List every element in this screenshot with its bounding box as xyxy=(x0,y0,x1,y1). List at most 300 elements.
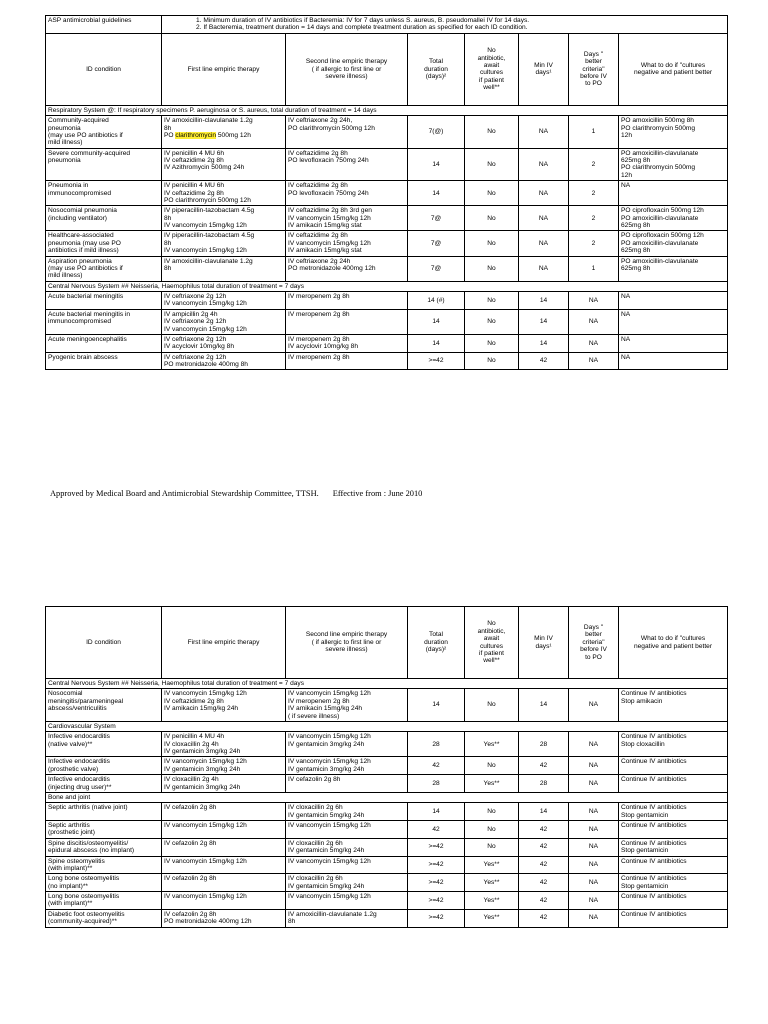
dose-text: 500mg 12h xyxy=(216,131,251,139)
no-antibiotic-cell: No xyxy=(465,256,519,281)
condition-cell xyxy=(46,181,162,206)
header-second-line-line: Second line empiric therapy xyxy=(305,631,388,639)
what-to-do-line: 625mg 8h xyxy=(621,157,651,164)
condition-line: Septic arthritis xyxy=(48,822,90,829)
header-what-to-do-line: What to do if "cultures xyxy=(640,635,706,643)
no-antibiotic-cell: Yes** xyxy=(465,732,519,757)
effective-date: Effective from : June 2010 xyxy=(332,489,423,498)
condition-cell xyxy=(46,821,162,839)
second-line-therapy: IV gentamicin 3mg/kg 24h xyxy=(288,740,365,748)
header-days-better-line: better xyxy=(585,631,602,639)
header-days-better xyxy=(569,607,619,679)
condition-cell xyxy=(46,206,162,231)
second-line-cell xyxy=(286,148,408,181)
days-better-cell: NA xyxy=(569,775,619,793)
first-line-cell xyxy=(162,732,286,757)
condition-line: Infective endocarditis xyxy=(48,733,110,741)
section-row xyxy=(46,679,728,689)
section-row xyxy=(46,721,728,731)
second-line-cell xyxy=(286,874,408,892)
min-iv-cell: 14 xyxy=(519,334,569,352)
header-id-condition-label: ID condition xyxy=(86,65,121,73)
first-line-therapy: IV piperacillin-tazobactam 4.5g xyxy=(164,232,255,240)
min-iv-cell: 42 xyxy=(519,838,569,856)
second-line-therapy: IV ceftazidime 2g 8h xyxy=(288,149,348,157)
second-line-therapy: IV gentamicin 5mg/kg 24h xyxy=(288,847,365,855)
condition-cell xyxy=(46,909,162,927)
second-line-therapy: IV ceftazidime 2g 8h xyxy=(288,232,348,240)
guidelines-row xyxy=(46,16,728,34)
second-line-therapy: IV vancomycin 15mg/kg 12h xyxy=(288,733,371,741)
what-to-do-cell xyxy=(619,732,728,757)
what-to-do-line: Stop amikacin xyxy=(621,697,663,705)
second-line-cell xyxy=(286,838,408,856)
header-min-iv-line: Min IV xyxy=(534,61,553,69)
days-better-cell: NA xyxy=(569,821,619,839)
table-row xyxy=(46,803,728,821)
header-no-antibiotic-line: well** xyxy=(483,657,500,665)
first-line-cell xyxy=(162,334,286,352)
condition-line: Diabetic foot osteomyelitis xyxy=(48,910,125,918)
header-no-antibiotic-line: cultures xyxy=(479,642,504,650)
no-antibiotic-cell: No xyxy=(465,231,519,256)
section-row xyxy=(46,792,728,802)
first-line-therapy: 8h xyxy=(164,264,172,272)
header-total-duration-line: (days)² xyxy=(425,72,447,80)
header-second-line xyxy=(286,607,408,679)
condition-cell xyxy=(46,856,162,874)
first-line-therapy: IV vancomycin 15mg/kg 12h xyxy=(164,758,247,766)
first-line-therapy: IV vancomycin 15mg/kg 12h xyxy=(164,822,247,829)
guidelines-table-page-2 xyxy=(45,606,728,928)
condition-line: (may use PO antibiotics if xyxy=(48,131,123,139)
table-row xyxy=(46,206,728,231)
first-line-therapy: IV amikacin 15mg/kg 24h xyxy=(164,705,239,713)
first-line-cell xyxy=(162,352,286,370)
header-second-line-line: ( if allergic to first line or xyxy=(311,65,382,73)
min-iv-cell: NA xyxy=(519,256,569,281)
what-to-do-cell xyxy=(619,231,728,256)
total-duration-cell: 42 xyxy=(408,757,465,775)
second-line-therapy: IV gentamicin 3mg/kg 24h xyxy=(288,765,365,773)
first-line-therapy: IV piperacillin-tazobactam 4.5g xyxy=(164,207,255,215)
second-line-therapy: IV vancomycin 15mg/kg 12h xyxy=(288,822,371,829)
second-line-cell xyxy=(286,206,408,231)
guideline-rule-1: 1. Minimum duration of IV antibiotics if Bacteremia: IV for 7 days unless S. aureus, B. pseudomallei IV for 14 days. xyxy=(196,17,530,24)
header-second-line-line: severe illness) xyxy=(325,72,368,80)
no-antibiotic-cell: Yes** xyxy=(465,856,519,874)
total-duration-cell: 42 xyxy=(408,821,465,839)
total-duration-cell: 7(@) xyxy=(408,116,465,149)
first-line-cell xyxy=(162,838,286,856)
first-line-therapy: IV cefazolin 2g 8h xyxy=(164,910,217,918)
table-row xyxy=(46,732,728,757)
no-antibiotic-cell: No xyxy=(465,309,519,334)
days-better-cell: NA xyxy=(569,909,619,927)
table-row xyxy=(46,838,728,856)
table-row xyxy=(46,775,728,793)
condition-cell xyxy=(46,775,162,793)
what-to-do-line: PO amoxicillin-clavulanate xyxy=(621,239,699,247)
days-better-cell: 1 xyxy=(569,256,619,281)
second-line-cell xyxy=(286,352,408,370)
no-antibiotic-cell: Yes** xyxy=(465,775,519,793)
condition-line: epidural abscess (no implant) xyxy=(48,847,135,855)
header-row xyxy=(46,607,728,679)
second-line-cell xyxy=(286,309,408,334)
table-row xyxy=(46,116,728,149)
second-line-therapy: IV vancomycin 15mg/kg 12h xyxy=(288,214,371,222)
first-line-therapy: IV cloxacillin 2g 4h xyxy=(164,740,219,748)
what-to-do-line: 12h xyxy=(621,131,633,139)
second-line-therapy: IV cloxacillin 2g 6h xyxy=(288,839,343,847)
first-line-therapy: 8h xyxy=(164,124,172,132)
what-to-do-line: Continue IV antibiotics xyxy=(621,893,687,900)
first-line-therapy: IV ceftriaxone 2g 12h xyxy=(164,318,227,326)
what-to-do-cell xyxy=(619,206,728,231)
header-min-iv xyxy=(519,607,569,679)
second-line-therapy: IV amikacin 15mg/kg stat xyxy=(288,247,362,255)
first-line-therapy: IV ceftriaxone 2g 12h xyxy=(164,353,227,361)
what-to-do-line: Continue IV antibiotics xyxy=(621,910,687,918)
header-days-better-line: criteria" xyxy=(582,65,605,73)
no-antibiotic-cell: No xyxy=(465,352,519,370)
total-duration-cell: 14 xyxy=(408,689,465,722)
first-line-cell xyxy=(162,292,286,310)
second-line-therapy: IV meropenem 2g 8h xyxy=(288,335,350,343)
what-to-do-line: Continue IV antibiotics xyxy=(621,690,687,698)
condition-line: Acute bacterial meningitis in xyxy=(48,310,131,318)
what-to-do-line: PO amoxicillin-clavulanate xyxy=(621,214,699,222)
what-to-do-line: PO clarithromycin 500mg xyxy=(621,164,696,172)
second-line-therapy: IV meropenem 2g 8h xyxy=(288,697,350,705)
second-line-cell xyxy=(286,856,408,874)
header-min-iv-line: days¹ xyxy=(535,69,552,77)
no-antibiotic-cell: No xyxy=(465,838,519,856)
no-antibiotic-cell: No xyxy=(465,181,519,206)
first-line-cell xyxy=(162,821,286,839)
second-line-cell xyxy=(286,775,408,793)
what-to-do-cell xyxy=(619,821,728,839)
header-days-better xyxy=(569,33,619,105)
what-to-do-line: NA xyxy=(621,335,631,343)
header-total-duration-line: duration xyxy=(424,65,448,73)
header-second-line-line: severe illness) xyxy=(325,646,368,654)
first-line-therapy: IV ceftazidime 2g 8h xyxy=(164,189,224,197)
what-to-do-line: Continue IV antibiotics xyxy=(621,822,687,829)
table-row xyxy=(46,757,728,775)
first-line-cell xyxy=(162,148,286,181)
guidelines-table-page-1 xyxy=(45,15,728,370)
first-line-cell xyxy=(162,256,286,281)
first-line-therapy: PO metronidazole 400mg 8h xyxy=(164,361,248,368)
min-iv-cell: 14 xyxy=(519,309,569,334)
what-to-do-cell xyxy=(619,892,728,910)
first-line-therapy: IV ceftazidime 2g 8h xyxy=(164,157,224,164)
first-line-cell xyxy=(162,803,286,821)
second-line-therapy: PO levofloxacin 750mg 24h xyxy=(288,189,369,197)
section-title: Cardiovascular System xyxy=(46,721,728,731)
condition-cell xyxy=(46,352,162,370)
section-row xyxy=(46,281,728,291)
what-to-do-line: PO ciprofloxacin 500mg 12h xyxy=(621,207,704,215)
first-line-therapy: IV vancomycin 15mg/kg 12h xyxy=(164,300,247,308)
days-better-cell: NA xyxy=(569,803,619,821)
what-to-do-cell xyxy=(619,334,728,352)
min-iv-cell: 28 xyxy=(519,775,569,793)
what-to-do-cell xyxy=(619,909,728,927)
second-line-therapy: IV ceftriaxone 2g 24h, xyxy=(288,117,353,125)
header-total-duration-line: (days)² xyxy=(425,646,447,654)
days-better-cell: NA xyxy=(569,292,619,310)
total-duration-cell: 14 xyxy=(408,803,465,821)
condition-cell xyxy=(46,757,162,775)
header-row xyxy=(46,33,728,105)
min-iv-cell: 14 xyxy=(519,689,569,722)
days-better-cell: NA xyxy=(569,892,619,910)
second-line-therapy: PO clarithromycin 500mg 12h xyxy=(288,124,375,132)
table-row xyxy=(46,309,728,334)
total-duration-cell: 7@ xyxy=(408,256,465,281)
what-to-do-line: Continue IV antibiotics xyxy=(621,875,687,883)
first-line-therapy: IV ceftazidime 2g 8h xyxy=(164,697,224,705)
no-antibiotic-cell: No xyxy=(465,689,519,722)
first-line-cell xyxy=(162,909,286,927)
what-to-do-line: Continue IV antibiotics xyxy=(621,804,687,812)
what-to-do-line: NA xyxy=(621,182,631,190)
what-to-do-cell xyxy=(619,256,728,281)
second-line-therapy: IV vancomycin 15mg/kg 12h xyxy=(288,690,371,698)
condition-line: Acute bacterial meningitis xyxy=(48,293,124,300)
header-what-to-do-line: negative and patient better xyxy=(633,642,713,650)
header-id-condition xyxy=(46,33,162,105)
header-what-to-do xyxy=(619,607,728,679)
second-line-therapy: IV cefazolin 2g 8h xyxy=(288,776,341,784)
condition-line: abscess/ventriculitis xyxy=(48,705,107,713)
first-line-therapy: IV vancomycin 15mg/kg 12h xyxy=(164,222,247,229)
condition-cell xyxy=(46,732,162,757)
first-line-therapy: IV ceftriaxone 2g 12h xyxy=(164,293,227,300)
total-duration-cell: 7@ xyxy=(408,231,465,256)
what-to-do-cell xyxy=(619,116,728,149)
no-antibiotic-cell: No xyxy=(465,292,519,310)
first-line-cell xyxy=(162,689,286,722)
condition-line: pneumonia xyxy=(48,124,81,132)
no-antibiotic-cell: No xyxy=(465,821,519,839)
second-line-therapy: IV acyclovir 10mg/kg 8h xyxy=(288,343,358,351)
first-line-cell xyxy=(162,309,286,334)
second-line-cell xyxy=(286,689,408,722)
what-to-do-cell xyxy=(619,775,728,793)
second-line-therapy: IV ceftazidime 2g 8h xyxy=(288,182,348,190)
first-line-cell xyxy=(162,116,286,149)
total-duration-cell: 14 xyxy=(408,334,465,352)
what-to-do-line: Stop gentamicin xyxy=(621,811,669,819)
first-line-cell xyxy=(162,874,286,892)
section-title: Respiratory System @: If respiratory specimens P. aeruginosa or S. aureus, total duration of treatment = 14 days xyxy=(46,105,728,115)
first-line-therapy: IV gentamicin 3mg/kg 24h xyxy=(164,783,241,791)
second-line-cell xyxy=(286,181,408,206)
condition-line: (prosthetic valve) xyxy=(48,765,99,773)
condition-line: (including ventilator) xyxy=(48,214,108,222)
header-second-line-line: ( if allergic to first line or xyxy=(311,638,382,646)
header-second-line-line: Second line empiric therapy xyxy=(305,58,388,66)
total-duration-cell: >=42 xyxy=(408,352,465,370)
table-row xyxy=(46,856,728,874)
second-line-cell xyxy=(286,757,408,775)
condition-line: Spine osteomyelitis xyxy=(48,857,105,865)
days-better-cell: NA xyxy=(569,689,619,722)
header-first-line xyxy=(162,607,286,679)
condition-line: Nosocomial xyxy=(48,690,83,698)
min-iv-cell: 42 xyxy=(519,821,569,839)
condition-line: immunocompromised xyxy=(48,318,112,326)
no-antibiotic-cell: No xyxy=(465,116,519,149)
condition-line: antibiotics if mild illness) xyxy=(48,247,119,255)
second-line-therapy: IV vancomycin 15mg/kg 12h xyxy=(288,857,371,865)
table-row xyxy=(46,256,728,281)
second-line-therapy: IV amoxicillin-clavulanate 1.2g xyxy=(288,910,377,918)
condition-cell xyxy=(46,292,162,310)
condition-line: Infective endocarditis xyxy=(48,758,110,766)
what-to-do-line: NA xyxy=(621,353,631,361)
days-better-cell: 2 xyxy=(569,231,619,256)
first-line-therapy: IV vancomycin 15mg/kg 12h xyxy=(164,893,247,900)
no-antibiotic-cell: No xyxy=(465,206,519,231)
condition-line: pneumonia xyxy=(48,157,81,164)
what-to-do-line: NA xyxy=(621,310,631,318)
approval-footnote xyxy=(50,489,422,498)
condition-cell xyxy=(46,689,162,722)
what-to-do-line: 625mg 8h xyxy=(621,264,651,272)
min-iv-cell: 28 xyxy=(519,732,569,757)
total-duration-cell: 14 xyxy=(408,181,465,206)
condition-line: (may use PO antibiotics if xyxy=(48,264,123,272)
second-line-therapy: PO levofloxacin 750mg 24h xyxy=(288,157,369,164)
header-no-antibiotic-line: antibiotic, xyxy=(477,627,506,635)
first-line-therapy: 8h xyxy=(164,214,172,222)
condition-line: Healthcare-associated xyxy=(48,232,114,240)
condition-line: mild illness) xyxy=(48,272,83,280)
header-no-antibiotic-line: No xyxy=(487,620,496,628)
first-line-therapy: IV amoxicillin-clavulanate 1.2g xyxy=(164,257,253,265)
second-line-cell xyxy=(286,334,408,352)
first-line-therapy: IV vancomycin 15mg/kg 12h xyxy=(164,690,247,698)
first-line-therapy: PO clarithromycin 500mg 12h xyxy=(164,196,251,204)
what-to-do-line: Stop gentamicin xyxy=(621,847,669,855)
condition-cell xyxy=(46,838,162,856)
header-no-antibiotic-line: await xyxy=(483,61,500,69)
what-to-do-line: 625mg 8h xyxy=(621,222,651,229)
section-title: Bone and joint xyxy=(46,792,728,802)
guideline-rule-2: 2. If Bacteremia, treatment duration = 14 days and complete treatment duration as specified for each ID condition. xyxy=(196,24,528,32)
condition-line: (prosthetic joint) xyxy=(48,829,95,837)
guidelines-label: ASP antimicrobial guidelines xyxy=(46,16,162,34)
condition-line: Severe community-acquired xyxy=(48,149,131,157)
section-title: Central Nervous System ## Neisseria, Haemophilus total duration of treatment = 7 days xyxy=(46,281,728,291)
table-row xyxy=(46,334,728,352)
table-row xyxy=(46,231,728,256)
condition-cell xyxy=(46,231,162,256)
second-line-therapy: IV ceftazidime 2g 8h 3rd gen xyxy=(288,207,372,215)
second-line-cell xyxy=(286,231,408,256)
what-to-do-line: Continue IV antibiotics xyxy=(621,758,687,766)
header-total-duration xyxy=(408,33,465,105)
second-line-therapy: IV meropenem 2g 8h xyxy=(288,310,350,318)
header-no-antibiotic-line: well** xyxy=(483,84,500,91)
what-to-do-line: Stop gentamicin xyxy=(621,882,669,890)
days-better-cell: NA xyxy=(569,309,619,334)
what-to-do-cell xyxy=(619,838,728,856)
what-to-do-line: Continue IV antibiotics xyxy=(621,839,687,847)
days-better-cell: NA xyxy=(569,732,619,757)
first-line-therapy: IV penicillin 4 MU 6h xyxy=(164,149,225,157)
what-to-do-cell xyxy=(619,292,728,310)
condition-line: (native valve)** xyxy=(48,740,93,748)
what-to-do-cell xyxy=(619,856,728,874)
second-line-cell xyxy=(286,821,408,839)
header-id-condition-label: ID condition xyxy=(86,638,121,646)
header-what-to-do-line: What to do if "cultures xyxy=(640,61,706,69)
days-better-cell: NA xyxy=(569,874,619,892)
first-line-therapy: 8h xyxy=(164,239,172,247)
first-line-cell xyxy=(162,231,286,256)
first-line-therapy: IV acyclovir 10mg/kg 8h xyxy=(164,343,234,351)
second-line-therapy: IV cloxacillin 2g 6h xyxy=(288,875,343,883)
first-line-therapy: IV cloxacillin 2g 4h xyxy=(164,776,219,784)
table-row xyxy=(46,909,728,927)
header-days-better-line: better xyxy=(585,58,602,66)
total-duration-cell: >=42 xyxy=(408,856,465,874)
total-duration-cell: 7@ xyxy=(408,206,465,231)
min-iv-cell: 42 xyxy=(519,352,569,370)
condition-line: Aspiration pneumonia xyxy=(48,257,112,265)
total-duration-cell: >=42 xyxy=(408,909,465,927)
header-no-antibiotic-line: await xyxy=(483,635,500,643)
highlighted-drug: clarithromycin xyxy=(175,131,217,139)
first-line-therapy: IV vancomycin 15mg/kg 12h xyxy=(164,325,247,333)
second-line-therapy: IV gentamicin 5mg/kg 24h xyxy=(288,882,365,890)
second-line-therapy: IV amikacin 15mg/kg 24h xyxy=(288,705,363,713)
no-antibiotic-cell: No xyxy=(465,757,519,775)
second-line-therapy: IV meropenem 2g 8h xyxy=(288,293,350,300)
condition-cell xyxy=(46,148,162,181)
first-line-cell xyxy=(162,757,286,775)
header-no-antibiotic-line: if patient xyxy=(479,649,504,657)
first-line-cell xyxy=(162,775,286,793)
condition-cell xyxy=(46,874,162,892)
what-to-do-line: PO ciprofloxacin 500mg 12h xyxy=(621,232,704,240)
first-line-therapy: IV penicillin 4 MU 4h xyxy=(164,733,225,741)
condition-line: (no implant)** xyxy=(48,882,88,890)
days-better-cell: NA xyxy=(569,856,619,874)
condition-cell xyxy=(46,892,162,910)
table-row xyxy=(46,821,728,839)
condition-cell xyxy=(46,256,162,281)
what-to-do-line: Stop cloxacillin xyxy=(621,740,665,748)
min-iv-cell: 14 xyxy=(519,292,569,310)
no-antibiotic-cell: Yes** xyxy=(465,909,519,927)
header-days-better-line: to PO xyxy=(585,653,602,661)
what-to-do-cell xyxy=(619,757,728,775)
first-line-therapy: IV ceftriaxone 2g 12h xyxy=(164,335,227,343)
table-row xyxy=(46,148,728,181)
what-to-do-cell xyxy=(619,309,728,334)
header-no-antibiotic-line: cultures xyxy=(479,69,504,77)
condition-line: Long bone osteomyelitis xyxy=(48,875,120,883)
condition-line: Long bone osteomyelitis xyxy=(48,893,120,900)
second-line-cell xyxy=(286,116,408,149)
